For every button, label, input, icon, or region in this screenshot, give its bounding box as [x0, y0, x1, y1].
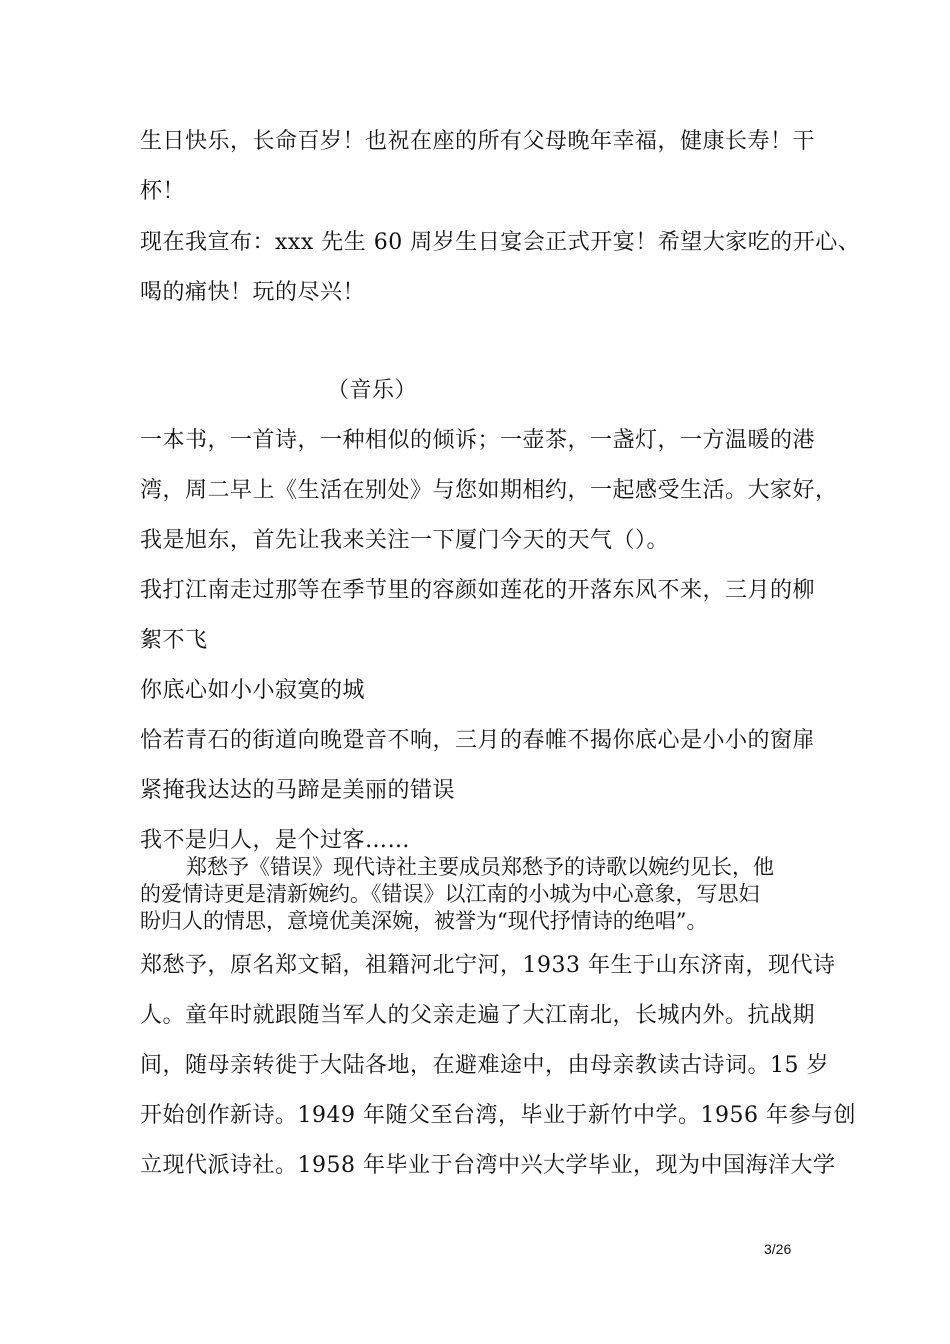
- text-line: 郑愁予，原名郑文韬，祖籍河北宁河，1933 年生于山东济南，现代诗: [140, 953, 836, 978]
- music-label: （音乐）: [327, 378, 418, 403]
- text-line: 喝的痛快！玩的尽兴！: [140, 280, 366, 305]
- text-line: 生日快乐，长命百岁！也祝在座的所有父母晚年幸福，健康长寿！干: [140, 129, 816, 154]
- intro-line: 的爱情诗更是清新婉约。《错误》以江南的小城为中心意象，写思妇: [140, 882, 760, 906]
- text-line: 我打江南走过那等在季节里的容颜如莲花的开落东风不来，三月的柳: [140, 578, 816, 603]
- text-line: 一本书，一首诗，一种相似的倾诉；一壶茶，一盏灯，一方温暖的港: [140, 428, 816, 453]
- text-line: 你底心如小小寂寞的城: [140, 678, 366, 703]
- text-line: 杯！: [140, 179, 186, 204]
- text-line: 间，随母亲转徙于大陆各地，在避难途中，由母亲教读古诗词。15 岁: [140, 1053, 829, 1078]
- page-number: 3/26: [764, 1241, 792, 1257]
- text-line: 湾，周二早上《生活在别处》与您如期相约，一起感受生活。大家好，: [140, 478, 838, 503]
- text-line: 絮不飞: [140, 628, 208, 653]
- text-line: 恰若青石的街道向晚跫音不响，三月的春帷不揭你底心是小小的窗扉: [140, 728, 816, 753]
- text-line: 我不是归人，是个过客……: [140, 828, 411, 853]
- text-line: 我是旭东，首先让我来关注一下厦门今天的天气（）。: [140, 528, 670, 553]
- intro-line: 盼归人的情思，意境优美深婉，被誉为“现代抒情诗的绝唱”。: [140, 909, 708, 933]
- text-line: 紧掩我达达的马蹄是美丽的错误: [140, 778, 456, 803]
- text-line: 开始创作新诗。1949 年随父至台湾，毕业于新竹中学。1956 年参与创: [140, 1103, 856, 1128]
- intro-line: 郑愁予《错误》现代诗社主要成员郑愁予的诗歌以婉约见长，他: [186, 855, 774, 879]
- text-line: 人。童年时就跟随当军人的父亲走遍了大江南北，长城内外。抗战期: [140, 1003, 816, 1028]
- text-line: 立现代派诗社。1958 年毕业于台湾中兴大学毕业，现为中国海洋大学: [140, 1153, 836, 1178]
- text-line: 现在我宣布：xxx 先生 60 周岁生日宴会正式开宴！希望大家吃的开心、: [140, 230, 861, 255]
